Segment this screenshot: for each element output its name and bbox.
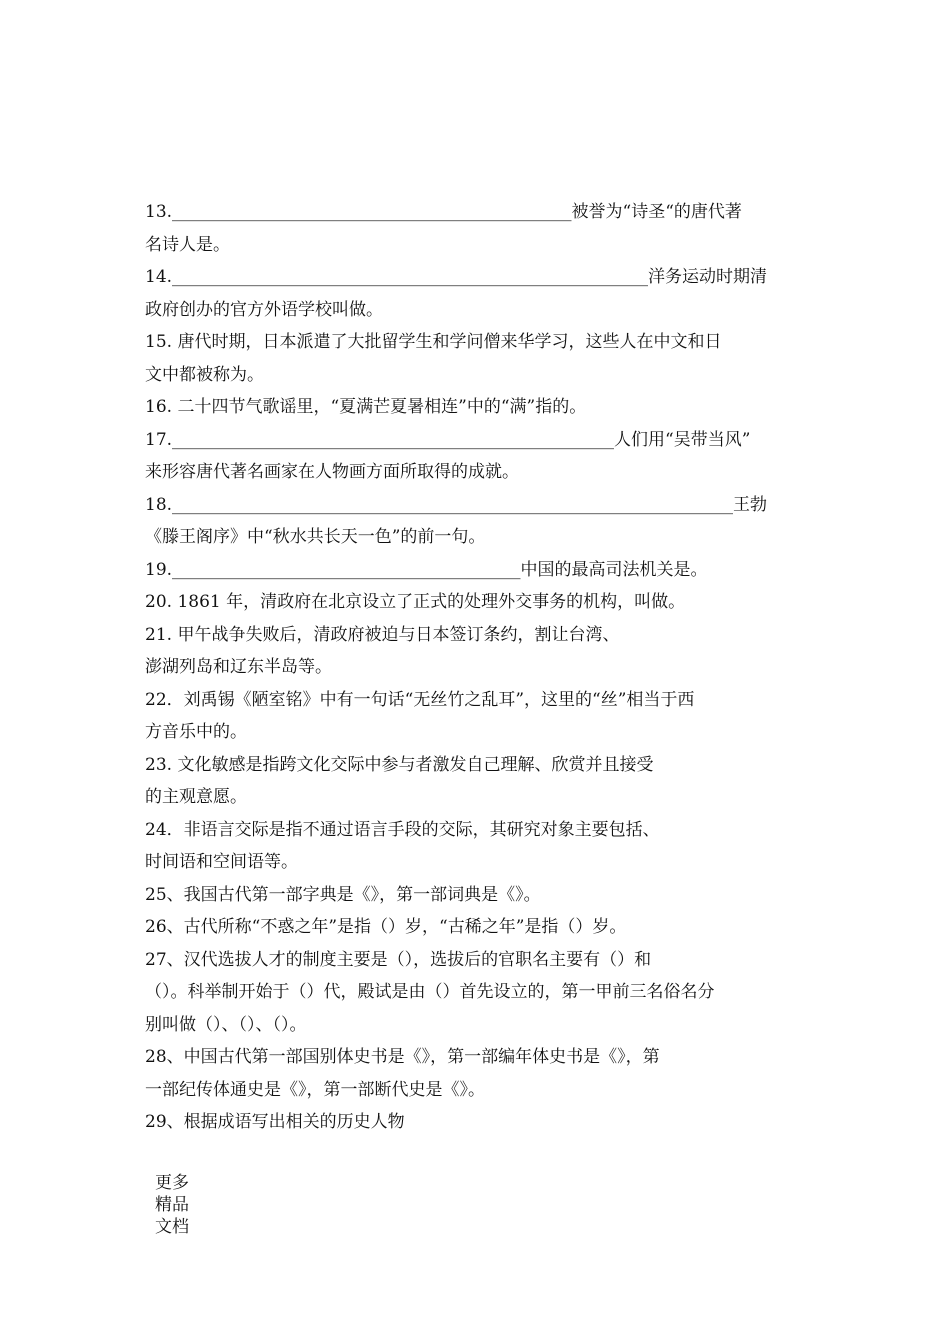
text-line: （）。科举制开始于（）代，殿试是由（）首先设立的，第一甲前三名俗名分 xyxy=(145,982,715,1002)
text-line: 来形容唐代著名画家在人物画方面所取得的成就。 xyxy=(145,462,519,482)
text-line: 时间语和空间语等。 xyxy=(145,852,298,872)
text-line: 16. 二十四节气歌谣里，“夏满芒夏暑相连”中的“满”指的。 xyxy=(145,397,587,417)
footer-line: 文档 xyxy=(155,1217,189,1237)
text-line: 一部纪传体通史是《》，第一部断代史是《》。 xyxy=(145,1079,485,1100)
text-line: 方音乐中的。 xyxy=(145,722,247,742)
text-line: 19._________________________________________中国的最高司法机关是。 xyxy=(145,559,708,580)
text-line: 20. 1861 年，清政府在北京设立了正式的处理外交事务的机构，叫做。 xyxy=(145,592,686,612)
text-line: 名诗人是。 xyxy=(145,234,230,255)
text-line: 的主观意愿。 xyxy=(145,787,247,807)
text-line: 17.____________________________________________________人们用“吴带当风” xyxy=(145,429,751,450)
text-line: 13._______________________________________________被誉为“诗圣“的唐代著 xyxy=(145,202,742,222)
text-line: 22．刘禹锡《陋室铭》中有一句话“无丝竹之乱耳”，这里的“丝”相当于西 xyxy=(145,689,695,710)
text-line: 25、我国古代第一部字典是《》，第一部词典是《》。 xyxy=(145,884,541,905)
document-body xyxy=(145,196,810,1139)
text-line: 15. 唐代时期，日本派遣了大批留学生和学问僧来华学习，这些人在中文和日 xyxy=(145,332,722,352)
text-line: 《滕王阁序》中“秋水共长天一色”的前一句。 xyxy=(145,527,486,547)
text-line: 文中都被称为。 xyxy=(145,364,264,385)
text-line: 27、汉代选拔人才的制度主要是（），选拔后的官职名主要有（）和 xyxy=(145,949,652,970)
text-line: 28、中国古代第一部国别体史书是《》，第一部编年体史书是《》，第 xyxy=(145,1047,660,1067)
text-line: 别叫做（）、（）、（）。 xyxy=(145,1014,307,1035)
footer-watermark xyxy=(155,1172,189,1238)
footer-line: 精品 xyxy=(155,1195,189,1215)
text-line: 澎湖列岛和辽东半岛等。 xyxy=(145,657,332,677)
text-line: 政府创办的官方外语学校叫做。 xyxy=(145,299,383,320)
text-line: 14.________________________________________________________洋务运动时期清 xyxy=(145,267,768,287)
text-line: 24．非语言交际是指不通过语言手段的交际，其研究对象主要包括、 xyxy=(145,819,660,840)
text-line: 26、古代所称“不惑之年”是指（）岁，“古稀之年”是指（）岁。 xyxy=(145,917,627,937)
footer-line: 更多 xyxy=(155,1173,189,1193)
text-line: 29、根据成语写出相关的历史人物 xyxy=(145,1112,405,1132)
text-line: 18.__________________________________________________________________王勃 xyxy=(145,494,768,515)
text-line: 23. 文化敏感是指跨文化交际中参与者激发自己理解、欣赏并且接受 xyxy=(145,754,654,775)
text-line: 21. 甲午战争失败后，清政府被迫与日本签订条约，割让台湾、 xyxy=(145,624,620,645)
